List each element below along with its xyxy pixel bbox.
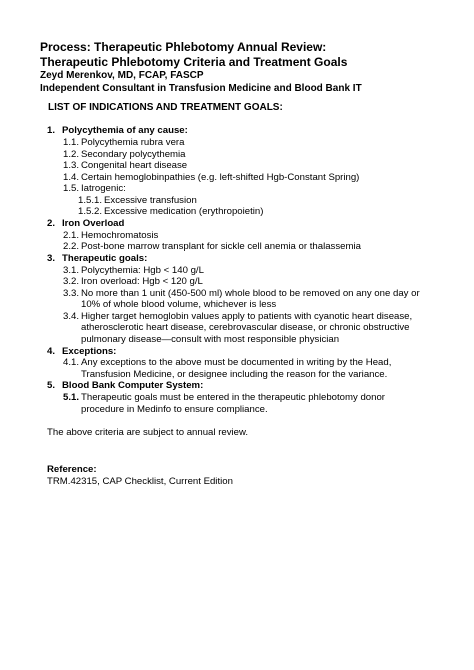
subitem-number: 1.5.1. bbox=[78, 195, 103, 206]
section-5-title: Blood Bank Computer System: bbox=[62, 380, 204, 391]
item-text-continued: 10% of whole blood volume, whichever is less bbox=[81, 299, 277, 310]
item-text: Iatrogenic: bbox=[81, 183, 126, 194]
doc-subtitle: Therapeutic Phlebotomy Criteria and Treatment Goals bbox=[40, 55, 348, 69]
item-text: Secondary polycythemia bbox=[81, 149, 186, 160]
item-text-continued: atherosclerotic heart disease, cerebrovascular disease, or chronic obstructive bbox=[81, 322, 410, 333]
author-name: Zeyd Merenkov, MD, FCAP, FASCP bbox=[40, 70, 204, 81]
item-text-continued: Transfusion Medicine, or designee including the reason for the variance. bbox=[81, 369, 388, 380]
item-number: 1.5. bbox=[63, 183, 80, 194]
item-text: Higher target hemoglobin values apply to patients with cyanotic heart disease, bbox=[81, 311, 413, 322]
item-number: 3.1. bbox=[63, 265, 80, 276]
section-1-number: 1. bbox=[47, 125, 56, 136]
section-5-number: 5. bbox=[47, 380, 56, 391]
item-number: 1.4. bbox=[63, 172, 80, 183]
subitem-text: Excessive medication (erythropoietin) bbox=[104, 206, 264, 217]
section-3-number: 3. bbox=[47, 253, 56, 264]
item-text: Congenital heart disease bbox=[81, 160, 188, 171]
section-4-title: Exceptions: bbox=[62, 346, 117, 357]
section-4-number: 4. bbox=[47, 346, 56, 357]
item-number: 1.1. bbox=[63, 137, 80, 148]
item-text: Any exceptions to the above must be documented in writing by the Head, bbox=[81, 357, 392, 368]
author-role: Independent Consultant in Transfusion Medicine and Blood Bank IT bbox=[40, 83, 362, 94]
list-title: LIST OF INDICATIONS AND TREATMENT GOALS: bbox=[48, 102, 283, 113]
subitem-number: 1.5.2. bbox=[78, 206, 103, 217]
item-text: Hemochromatosis bbox=[81, 230, 159, 241]
item-text-continued: pulmonary disease—consult with most responsible physician bbox=[81, 334, 340, 345]
doc-title: Process: Therapeutic Phlebotomy Annual Review: bbox=[40, 40, 327, 54]
item-text: Polycythemia: Hgb < 140 g/L bbox=[81, 265, 204, 276]
section-2-number: 2. bbox=[47, 218, 56, 229]
section-3-title: Therapeutic goals: bbox=[62, 253, 148, 264]
item-number: 3.3. bbox=[63, 288, 80, 299]
item-text: Therapeutic goals must be entered in the therapeutic phlebotomy donor bbox=[81, 392, 385, 403]
item-number: 2.1. bbox=[63, 230, 80, 241]
item-number: 3.4. bbox=[63, 311, 80, 322]
item-number: 4.1. bbox=[63, 357, 80, 368]
item-number: 2.2. bbox=[63, 241, 80, 252]
item-number: 1.2. bbox=[63, 149, 80, 160]
item-text: Post-bone marrow transplant for sickle cell anemia or thalassemia bbox=[81, 241, 361, 252]
item-text: Polycythemia rubra vera bbox=[81, 137, 185, 148]
subitem-text: Excessive transfusion bbox=[104, 195, 197, 206]
item-number: 5.1. bbox=[63, 392, 80, 403]
reference-label: Reference: bbox=[47, 464, 97, 475]
item-text: No more than 1 unit (450-500 ml) whole blood to be removed on any one day or bbox=[81, 288, 420, 299]
item-text: Certain hemoglobinpathies (e.g. left-shifted Hgb-Constant Spring) bbox=[81, 172, 360, 183]
annual-review-note: The above criteria are subject to annual review. bbox=[47, 427, 249, 438]
item-text: Iron overload: Hgb < 120 g/L bbox=[81, 276, 203, 287]
section-2-title: Iron Overload bbox=[62, 218, 125, 229]
item-text-continued: procedure in Medinfo to ensure compliance. bbox=[81, 404, 268, 415]
item-number: 3.2. bbox=[63, 276, 80, 287]
reference-text: TRM.42315, CAP Checklist, Current Edition bbox=[47, 476, 233, 487]
section-1-title: Polycythemia of any cause: bbox=[62, 125, 188, 136]
item-number: 1.3. bbox=[63, 160, 80, 171]
